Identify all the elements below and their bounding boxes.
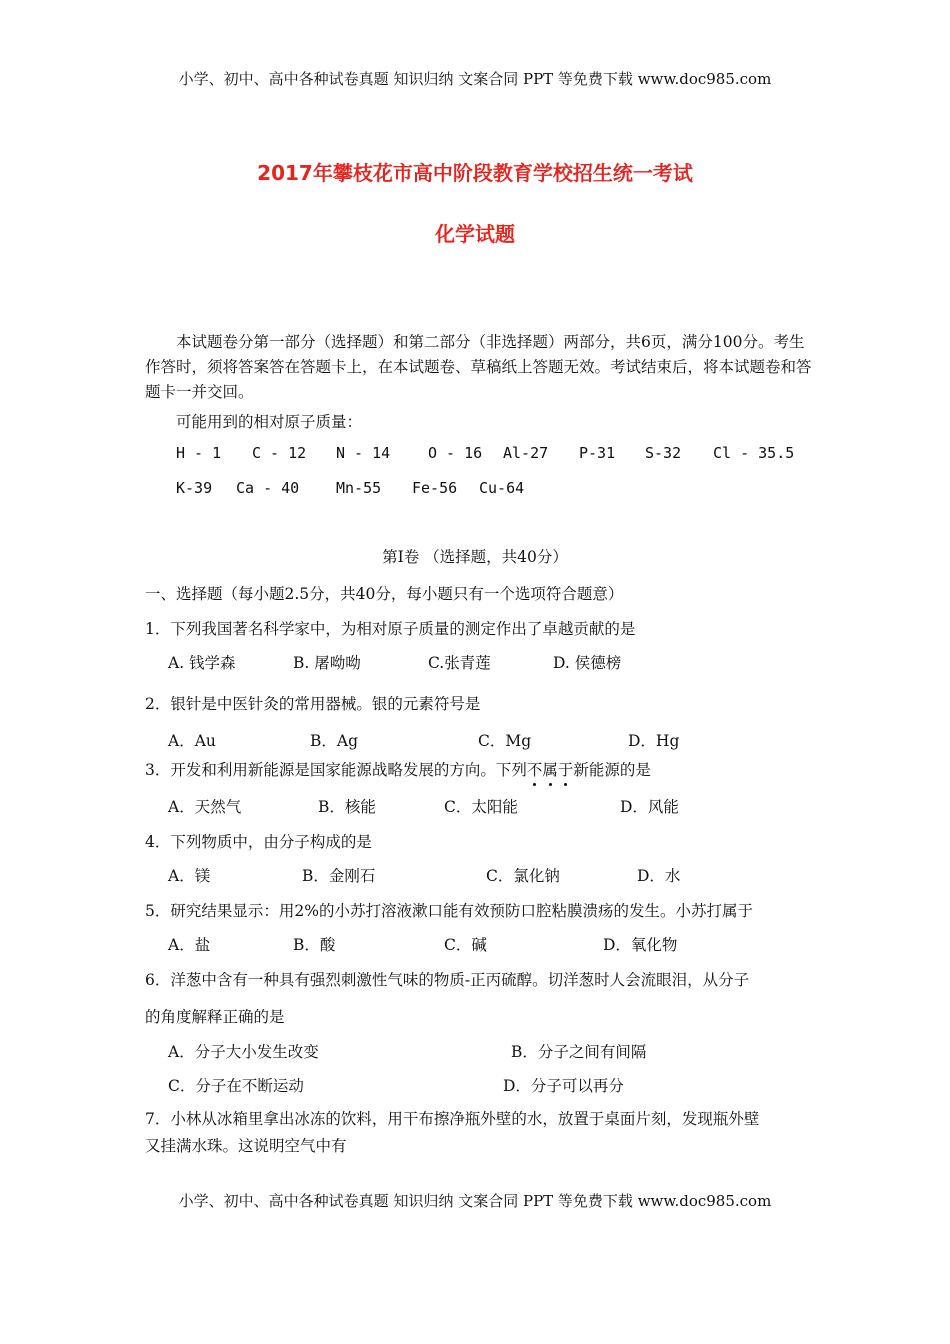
mass-label: 可能用到的相对原子质量： <box>176 413 363 431</box>
question-4-option-a: A．镁 <box>168 867 211 885</box>
mass-o: O - 16 <box>428 444 483 462</box>
question-1-option-c: C.张青莲 <box>428 654 491 672</box>
question-3-stem <box>145 758 651 780</box>
question-4-option-d: D．水 <box>637 867 681 885</box>
question-3-stem-post: 新能源的是 <box>573 761 651 779</box>
question-5-option-d: D．氧化物 <box>603 936 678 954</box>
question-3-option-c: C．太阳能 <box>444 798 518 816</box>
question-4-option-c: C．氯化钠 <box>486 867 560 885</box>
question-1-stem: 1．下列我国著名科学家中，为相对原子质量的测定作出了卓越贡献的是 <box>145 620 636 638</box>
question-6-option-c: C．分子在不断运动 <box>168 1077 304 1095</box>
question-3-option-d: D．风能 <box>620 798 679 816</box>
question-1-option-d: D. 侯德榜 <box>553 654 622 672</box>
question-3-option-a: A．天然气 <box>168 798 242 816</box>
question-7-stem-line-1: 7．小林从冰箱里拿出冰冻的饮料，用干布擦净瓶外壁的水，放置于桌面片刻，发现瓶外壁 <box>145 1110 760 1128</box>
question-3-option-b: B．核能 <box>318 798 376 816</box>
mass-p: P-31 <box>579 444 616 462</box>
exam-subtitle: 化学试题 <box>435 222 515 246</box>
question-4-option-b: B．金刚石 <box>302 867 376 885</box>
question-7-stem-line-2: 又挂满水珠。这说明空气中有 <box>145 1137 347 1155</box>
question-1-option-b: B. 屠呦呦 <box>293 654 361 672</box>
page-header: 小学、初中、高中各种试卷真题 知识归纳 文案合同 PPT 等免费下载 www.doc985.com <box>178 70 772 88</box>
section-heading: 第Ⅰ卷 （选择题，共40分） <box>382 548 568 566</box>
mass-al: Al-27 <box>503 444 549 462</box>
emphasis-char-1: 不 <box>527 758 543 780</box>
question-3-stem-pre: 3．开发和利用新能源是国家能源战略发展的方向。下列 <box>145 761 527 779</box>
mass-cl: Cl - 35.5 <box>713 444 795 462</box>
exam-title: 2017年攀枝花市高中阶段教育学校招生统一考试 <box>257 161 693 185</box>
mass-h: H - 1 <box>176 444 222 462</box>
question-6-stem-line-1: 6．洋葱中含有一种具有强烈刺激性气味的物质-正丙硫醇。切洋葱时人会流眼泪，从分子 <box>145 971 750 989</box>
question-4-stem: 4．下列物质中，由分子构成的是 <box>145 833 372 851</box>
question-2-option-b: B．Ag <box>310 732 359 750</box>
question-1-option-a: A. 钱学森 <box>168 654 236 672</box>
question-5-option-a: A．盐 <box>168 936 211 954</box>
page-footer: 小学、初中、高中各种试卷真题 知识归纳 文案合同 PPT 等免费下载 www.doc985.com <box>178 1192 772 1210</box>
question-6-option-b: B．分子之间有间隔 <box>511 1043 647 1061</box>
emphasis-char-2: 属 <box>542 758 558 780</box>
mass-mn: Mn-55 <box>336 479 382 497</box>
question-2-option-a: A．Au <box>168 732 216 750</box>
question-5-stem: 5．研究结果显示：用2%的小苏打溶液漱口能有效预防口腔粘膜溃疡的发生。小苏打属于 <box>145 902 753 920</box>
section-instruction: 一、选择题（每小题2.5分，共40分，每小题只有一个选项符合题意） <box>145 585 624 603</box>
mass-cu: Cu-64 <box>479 479 525 497</box>
question-5-option-b: B．酸 <box>293 936 336 954</box>
question-6-option-d: D．分子可以再分 <box>503 1077 624 1095</box>
question-5-option-c: C．碱 <box>444 936 487 954</box>
mass-ca: Ca - 40 <box>236 479 300 497</box>
mass-fe: Fe-56 <box>412 479 458 497</box>
question-2-stem: 2．银针是中医针灸的常用器械。银的元素符号是 <box>145 695 481 713</box>
mass-c: C - 12 <box>252 444 307 462</box>
mass-n: N - 14 <box>336 444 391 462</box>
mass-k: K-39 <box>176 479 213 497</box>
question-6-option-a: A．分子大小发生改变 <box>168 1043 319 1061</box>
question-6-stem-line-2: 的角度解释正确的是 <box>145 1008 285 1026</box>
question-2-option-c: C．Mg <box>478 732 532 750</box>
emphasis-char-3: 于 <box>558 758 574 780</box>
mass-s: S-32 <box>645 444 682 462</box>
question-2-option-d: D．Hg <box>628 732 680 750</box>
intro-paragraph: 本试题卷分第一部分（选择题）和第二部分（非选择题）两部分，共6页，满分100分。考生作答时，须将答案答在答题卡上，在本试题卷、草稿纸上答题无效。考试结束后，将本试题卷和答题卡一并交回。 <box>145 333 812 401</box>
